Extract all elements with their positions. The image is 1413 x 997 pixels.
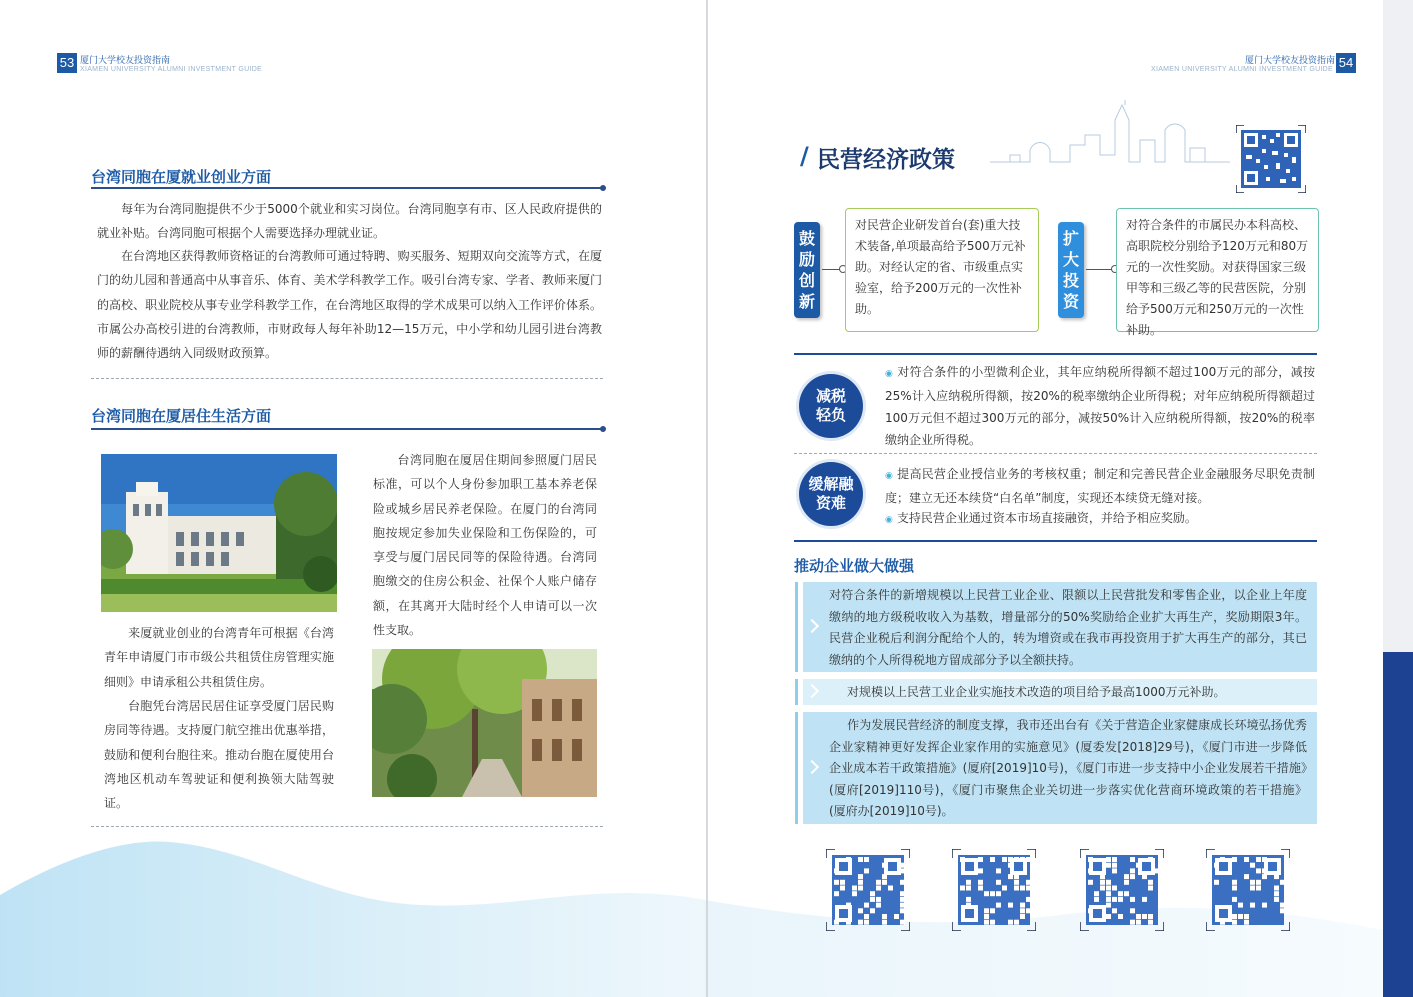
living-paragraph-left-2: 台胞凭台湾居民居住证享受厦门居民购房同等待遇。支持厦门航空推出优惠举措，鼓励和便利台胞往来。推动台胞在厦使用台湾地区机动车驾驶证和便利换领大陆驾驶证。 xyxy=(104,699,334,811)
employment-paragraph-1: 每年为台湾同胞提供不少于5000个就业和实习岗位。台湾同胞享有市、区人民政府提供的就业补贴。台湾同胞可根据个人需要选择办理就业证。 xyxy=(97,202,602,241)
grow-panel-2: 对规模以上民营工业企业实施技术改造的项目给予最高1000万元补助。 xyxy=(803,679,1317,705)
tax-bullet-1: ◉ 对符合条件的小型微利企业，其年应纳税所得额不超过100万元的部分，减按25%计入应纳税所得额，按20%的税率缴纳企业所得税；对年应纳税所得额超过100万元但不超过300万元的部分，减按50%计入应纳税所得额，按20%的税率缴纳企业所得税。 xyxy=(885,365,1315,447)
header-subtitle-left: XIAMEN UNIVERSITY ALUMNI INVESTMENT GUIDE xyxy=(80,66,263,73)
chevron-right-icon xyxy=(805,684,819,698)
section-rule xyxy=(91,187,603,189)
qr-code-icon xyxy=(1206,849,1290,931)
header-title-left: 厦门大学校友投资指南 xyxy=(80,56,171,66)
finance-bullet-2: ◉ 支持民营企业通过资本市场直接融资，并给予相应奖励。 xyxy=(885,511,1197,525)
city-skyline-decoration xyxy=(990,100,1230,168)
section-title-grow: 推动企业做大做强 xyxy=(794,557,915,575)
tag-tax-relief: 减税轻负 xyxy=(799,374,863,438)
grow-panel-3: 作为发展民营经济的制度支撑，我市还出台有《关于营造企业家健康成长环境弘扬优秀企业家精神更好发挥企业家作用的实施意见》(厦委发[2018]29号)，《厦门市进一步降低企业成本若干政策措施》(厦府[2019]10号)，《厦门市进一步支持中小企业发展若干措施》(厦府[2019]110号)，《厦门市聚焦企业关切进一步落实优化营商环境政策的若干措施》(厦府办[2019]10号)。 xyxy=(803,712,1317,824)
qr-code-icon xyxy=(952,849,1036,931)
header-title-right: 厦门大学校友投资指南 xyxy=(1244,56,1335,66)
dashed-divider xyxy=(91,378,603,379)
header-subtitle-right: XIAMEN UNIVERSITY ALUMNI INVESTMENT GUIDE xyxy=(1150,66,1333,73)
title-slash: / xyxy=(800,142,809,170)
page-title: 民营经济政策 xyxy=(817,147,955,173)
section-title-living: 台湾同胞在厦居住生活方面 xyxy=(91,407,272,425)
chevron-right-icon xyxy=(805,619,819,633)
dashed-divider xyxy=(91,826,603,827)
bullet-icon: ◉ xyxy=(885,471,894,481)
living-paragraph-left-1: 来厦就业创业的台湾青年可根据《台湾青年申请厦门市市级公共租赁住房管理实施细则》申请承租公共租赁住房。 xyxy=(104,626,334,689)
grow-panel-1: 对符合条件的新增规模以上民营工业企业、限额以上民营批发和零售企业，以企业上年度缴纳的地方级税收收入为基数，增量部分的50%奖励给企业扩大再生产，奖励期限3年。民营企业税后利润分配给个人的，转为增资或在我市再投资用于扩大再生产的部分，其已缴纳的个人所得税地方留成部分予以全额扶持。 xyxy=(803,582,1317,672)
qr-code-icon xyxy=(826,849,910,931)
section-rule xyxy=(794,540,1317,542)
bullet-icon: ◉ xyxy=(885,369,894,379)
qr-code-icon xyxy=(1236,125,1306,193)
page-number-left: 53 xyxy=(57,53,77,73)
tag-innovation: 鼓励创新 xyxy=(794,222,820,318)
tag-investment: 扩大投资 xyxy=(1058,222,1084,318)
living-paragraph-right: 台湾同胞在厦居住期间参照厦门居民标准，可以个人身份参加职工基本养老保险或城乡居民养老保险。在厦门的台湾同胞按规定参加失业保险和工伤保险的，可享受与厦门居民同等的保险待遇。台湾同胞缴交的住房公积金、社保个人账户储存额，在其离开大陆时经个人申请可以一次性支取。 xyxy=(373,453,597,638)
page-number-right: 54 xyxy=(1336,53,1356,73)
section-rule xyxy=(794,353,1317,355)
dashed-divider xyxy=(794,453,1317,454)
bullet-icon: ◉ xyxy=(885,515,893,525)
innovation-box: 对民营企业研发首台(套)重大技术装备,单项最高给予500万元补助。对经认定的省、市级重点实验室，给予200万元的一次性补助。 xyxy=(845,208,1039,332)
qr-code-icon xyxy=(1080,849,1164,931)
building-photo xyxy=(101,454,337,612)
employment-paragraph-2: 在台湾地区获得教师资格证的台湾教师可通过特聘、购买服务、短期双向交流等方式，在厦门的幼儿园和普通高中从事音乐、体育、美术学科教学工作。吸引台湾专家、学者、教师来厦门的高校、职业院校从事专业学科教学工作，在台湾地区取得的学术成果可以纳入工作评价体系。市属公办高校引进的台湾教师，市财政每人每年补助12—15万元，中小学和幼儿园引进台湾教师的薪酬待遇纳入同级财政预算。 xyxy=(97,249,602,361)
investment-box: 对符合条件的市属民办本科高校、高职院校分别给予120万元和80万元的一次性奖励。对获得国家三级甲等和三级乙等的民营医院，分别给予500万元和250万元的一次性补助。 xyxy=(1116,208,1319,332)
tag-financing: 缓解融资难 xyxy=(799,462,863,526)
section-rule xyxy=(91,428,603,430)
section-title-employment: 台湾同胞在厦就业创业方面 xyxy=(91,168,272,186)
chevron-right-icon xyxy=(805,760,819,774)
campus-photo xyxy=(372,649,597,797)
finance-bullet-1: ◉ 提高民营企业授信业务的考核权重；制定和完善民营企业金融服务尽职免责制度；建立无还本续贷“白名单”制度，实现还本续贷无缝对接。 xyxy=(885,467,1315,505)
